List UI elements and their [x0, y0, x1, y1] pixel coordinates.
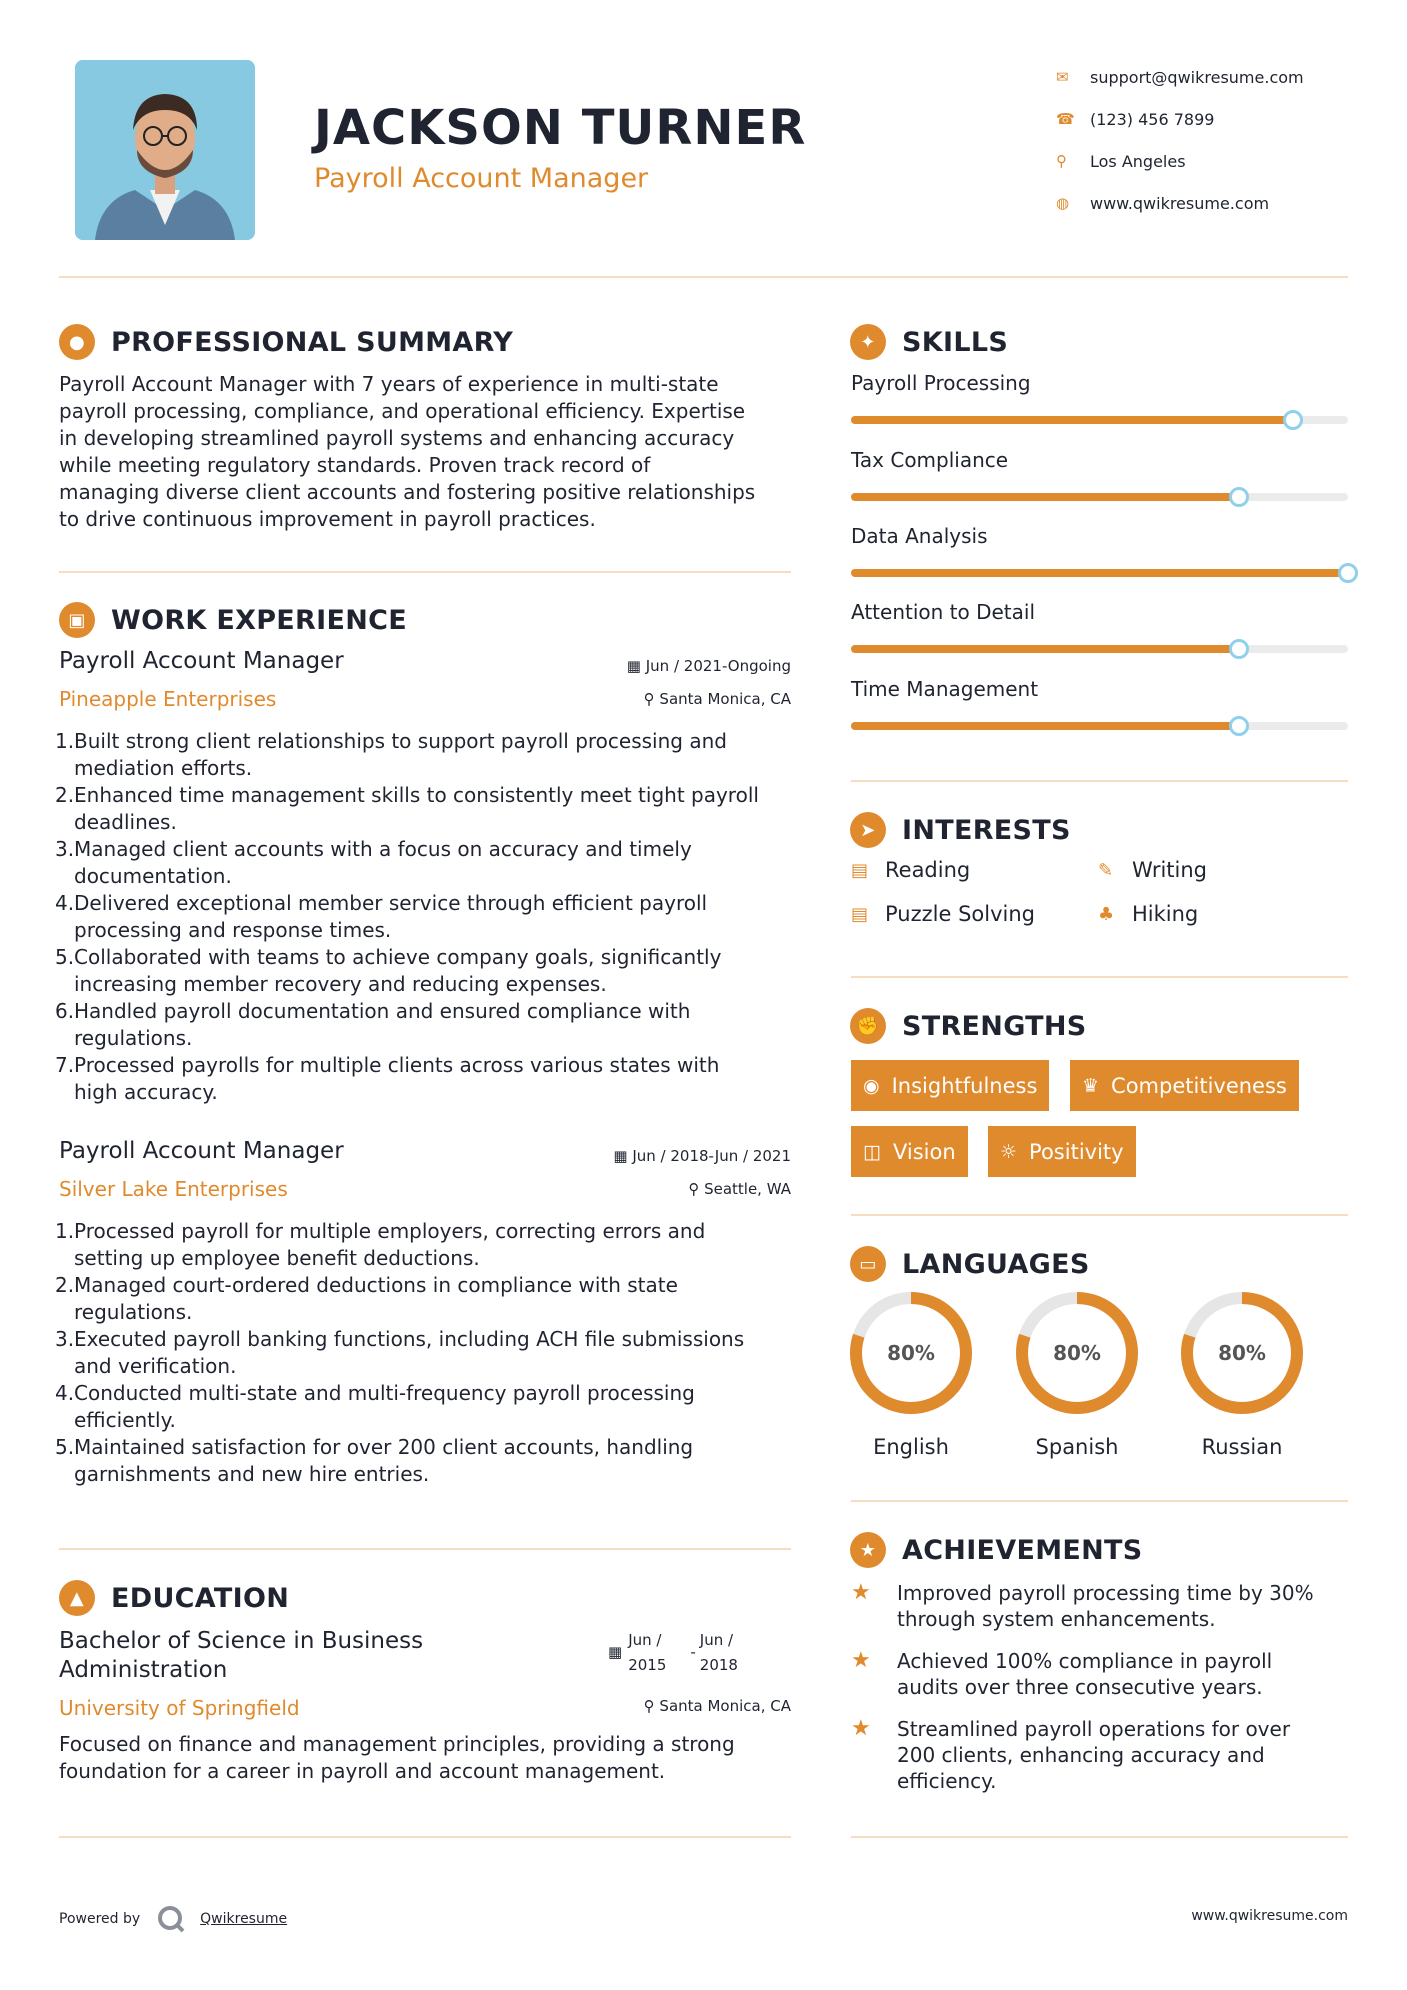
language-percent: 80% [1053, 1341, 1101, 1365]
work-divider [59, 1548, 791, 1550]
degree-title [59, 1627, 423, 1685]
strengths-heading-text: STRENGTHS [902, 1010, 1087, 1042]
powered-by-text: Powered by [59, 1911, 141, 1927]
sun-icon: ☼ [1000, 1140, 1018, 1163]
list-item [55, 1326, 800, 1380]
language-ring [1015, 1291, 1139, 1415]
job-title: Payroll Account Manager [59, 1138, 344, 1164]
contact-email[interactable] [1056, 56, 1386, 98]
strength-tag [851, 1126, 968, 1177]
skill-bar [851, 416, 1348, 424]
star-badge-icon: ★ [850, 1532, 886, 1568]
achievement-line: Streamlined payroll operations for over [897, 1717, 1291, 1741]
education-desc-line: Focused on finance and management principles, providing a strong [59, 1732, 735, 1756]
skill-name: Payroll Processing [851, 371, 1031, 395]
strengths-heading [850, 1008, 1087, 1044]
strength-label: Competitiveness [1111, 1073, 1287, 1098]
job-location [688, 1180, 791, 1198]
summary-line: to drive continuous improvement in payroll practices. [59, 507, 596, 531]
education-heading-text: EDUCATION [111, 1582, 290, 1614]
location-pin-icon: ⚲ [1056, 152, 1067, 170]
date-end: Jun / [699, 1631, 734, 1649]
job-dates [627, 657, 791, 675]
language-card-icon: ▭ [850, 1246, 886, 1282]
job-dates-text: Jun / 2018-Jun / 2021 [632, 1147, 791, 1165]
contact-phone[interactable] [1056, 98, 1386, 140]
contact-website-text: www.qwikresume.com [1090, 193, 1270, 213]
list-item [55, 1052, 800, 1106]
interest-item [1098, 858, 1207, 882]
binoculars-icon: ◫ [863, 1140, 881, 1163]
user-icon: ● [59, 324, 95, 360]
skill-name: Data Analysis [851, 524, 988, 548]
language-name: Russian [1201, 1435, 1283, 1459]
job-company: Silver Lake Enterprises [59, 1177, 288, 1201]
duty-line: processing and response times. [74, 918, 392, 942]
skill-bar-knob [1229, 639, 1249, 659]
strength-label: Vision [892, 1139, 956, 1164]
duty-line: Processed payrolls for multiple clients across various states with [74, 1053, 720, 1077]
achievement-line: Achieved 100% compliance in payroll [897, 1649, 1273, 1673]
envelope-icon: ✉ [1056, 68, 1069, 86]
skill-bar [851, 569, 1348, 577]
eye-icon: ◉ [863, 1074, 880, 1097]
date-end-year: 2018 [699, 1656, 738, 1674]
summary-text [59, 371, 799, 533]
contact-location [1056, 140, 1386, 182]
achievement-line: 200 clients, enhancing accuracy and [897, 1743, 1265, 1767]
paper-plane-icon: ➤ [850, 812, 886, 848]
contact-phone-text: (123) 456 7899 [1090, 109, 1215, 129]
strength-label: Positivity [1029, 1139, 1124, 1164]
achievement-item [851, 1716, 1351, 1794]
summary-line: payroll processing, compliance, and operational efficiency. Expertise [59, 399, 746, 423]
job-location-text: Seattle, WA [704, 1180, 791, 1198]
duty-line: Executed payroll banking functions, including ACH file submissions [74, 1327, 745, 1351]
list-item [55, 782, 800, 836]
calendar-icon: ▦ [626, 657, 646, 675]
achievement-line: through system enhancements. [897, 1607, 1216, 1631]
list-item [55, 1218, 800, 1272]
duty-line: increasing member recovery and reducing expenses. [74, 972, 607, 996]
date-separator: - [690, 1643, 696, 1661]
education-dates [608, 1628, 738, 1678]
language-ring [849, 1291, 973, 1415]
school-name: University of Springfield [59, 1696, 300, 1720]
achievement-item [851, 1580, 1351, 1632]
list-number: 2. [55, 1273, 75, 1297]
list-item [55, 1434, 800, 1488]
footer-website[interactable]: www.qwikresume.com [1191, 1908, 1348, 1924]
interests-heading-text: INTERESTS [902, 814, 1071, 846]
job-dates [613, 1147, 791, 1165]
star-icon: ★ [851, 1716, 871, 1741]
trophy-icon: ♛ [1082, 1074, 1100, 1097]
contact-email-text: support@qwikresume.com [1090, 67, 1304, 87]
duty-line: Delivered exceptional member service through efficient payroll [74, 891, 708, 915]
pencil-icon: ✎ [1098, 859, 1114, 881]
skill-name: Attention to Detail [851, 600, 1036, 624]
list-number: 5. [55, 945, 75, 969]
skill-bar-knob [1283, 410, 1303, 430]
list-number: 1. [55, 1219, 75, 1243]
duty-line: Managed court-ordered deductions in compliance with state [74, 1273, 678, 1297]
duty-line: Collaborated with teams to achieve company goals, significantly [74, 945, 722, 969]
list-number: 3. [55, 1327, 75, 1351]
list-item [55, 1380, 800, 1434]
contact-website[interactable] [1056, 182, 1386, 224]
interest-label: Reading [885, 858, 971, 882]
education-location-text: Santa Monica, CA [659, 1697, 791, 1715]
achievement-line: audits over three consecutive years. [897, 1675, 1263, 1699]
languages-heading-text: LANGUAGES [902, 1248, 1090, 1280]
language-percent: 80% [887, 1341, 935, 1365]
calendar-icon: ▦ [613, 1147, 633, 1165]
list-item [55, 1272, 800, 1326]
job-location-text: Santa Monica, CA [659, 690, 791, 708]
strength-label: Insightfulness [891, 1073, 1038, 1098]
summary-heading [59, 324, 513, 360]
duty-line: Maintained satisfaction for over 200 client accounts, handling [74, 1435, 694, 1459]
list-item [55, 836, 800, 890]
education-desc-line: foundation for a career in payroll and account management. [59, 1759, 666, 1783]
lightbulb-icon: ✦ [850, 324, 886, 360]
pushpin-icon: ⚲ [643, 690, 660, 708]
education-location [644, 1697, 791, 1715]
interests-divider [851, 976, 1348, 978]
tree-icon: ♣ [1098, 903, 1115, 925]
job-duties [55, 1218, 800, 1488]
list-number: 4. [55, 1381, 75, 1405]
list-item [55, 890, 800, 944]
pushpin-icon: ⚲ [688, 1180, 705, 1198]
language-item [1015, 1291, 1139, 1459]
skill-bar [851, 722, 1348, 730]
date-start-year: 2015 [628, 1656, 667, 1674]
duty-line: Processed payroll for multiple employers, correcting errors and [74, 1219, 706, 1243]
strength-tag [1070, 1060, 1299, 1111]
list-number: 4. [55, 891, 75, 915]
footer-powered-by [59, 1904, 287, 1934]
list-item [55, 728, 800, 782]
skill-bar-fill [851, 569, 1348, 577]
interest-label: Writing [1132, 858, 1207, 882]
language-item [849, 1291, 973, 1459]
list-number: 5. [55, 1435, 75, 1459]
duty-line: Conducted multi-state and multi-frequency payroll processing [74, 1381, 695, 1405]
duty-line: garnishments and new hire entries. [74, 1462, 430, 1486]
job-duties [55, 728, 800, 1106]
candidate-role: Payroll Account Manager [314, 163, 649, 194]
summary-line: in developing streamlined payroll systems and enhancing accuracy [59, 426, 735, 450]
list-number: 7. [55, 1053, 75, 1077]
achievements-heading [850, 1532, 1143, 1568]
education-description [59, 1731, 804, 1785]
duty-line: regulations. [74, 1300, 193, 1324]
qwikresume-logo-icon [156, 1904, 186, 1934]
job-title: Payroll Account Manager [59, 648, 344, 674]
summary-divider [59, 571, 791, 573]
phone-icon: ☎ [1056, 110, 1075, 128]
skill-bar-knob [1229, 487, 1249, 507]
interest-label: Puzzle Solving [885, 902, 1035, 926]
contact-location-text: Los Angeles [1090, 151, 1186, 171]
skills-heading-text: SKILLS [902, 326, 1009, 358]
achievements-divider [851, 1836, 1348, 1838]
interest-item [1098, 902, 1198, 926]
globe-icon: ◍ [1056, 194, 1070, 212]
strength-tag [851, 1060, 1049, 1111]
pushpin-icon: ⚲ [643, 1697, 660, 1715]
qwikresume-link[interactable]: Qwikresume [200, 1911, 288, 1927]
profile-photo [75, 60, 255, 240]
calendar-icon: ▦ [608, 1643, 623, 1661]
duty-line: documentation. [74, 864, 232, 888]
achievements-heading-text: ACHIEVEMENTS [902, 1534, 1143, 1566]
star-icon: ★ [851, 1648, 871, 1673]
language-name: English [873, 1435, 949, 1459]
duty-line: mediation efforts. [74, 756, 253, 780]
education-heading [59, 1580, 289, 1616]
skill-bar [851, 493, 1348, 501]
skill-bar [851, 645, 1348, 653]
job-location [644, 690, 791, 708]
list-item [55, 998, 800, 1052]
achievement-line: Improved payroll processing time by 30% [897, 1581, 1314, 1605]
language-item [1180, 1291, 1304, 1459]
skills-divider [851, 780, 1348, 782]
interests-heading [850, 812, 1071, 848]
duty-line: Managed client accounts with a focus on accuracy and timely [74, 837, 692, 861]
duty-line: setting up employee benefit deductions. [74, 1246, 480, 1270]
duty-line: Enhanced time management skills to consistently meet tight payroll [74, 783, 759, 807]
summary-heading-text: PROFESSIONAL SUMMARY [111, 326, 514, 358]
achievement-item [851, 1648, 1351, 1700]
skill-bar-fill [851, 645, 1239, 653]
star-icon: ★ [851, 1580, 871, 1605]
book-icon: ▤ [851, 903, 869, 925]
degree-line: Bachelor of Science in Business [59, 1628, 424, 1654]
education-divider [59, 1836, 791, 1838]
summary-line: while meeting regulatory standards. Proven track record of [59, 453, 651, 477]
achievement-line: efficiency. [897, 1769, 997, 1793]
degree-line: Administration [59, 1657, 228, 1683]
summary-line: managing diverse client accounts and fostering positive relationships [59, 480, 756, 504]
skill-bar-fill [851, 722, 1239, 730]
contact-list [1056, 56, 1386, 224]
duty-line: deadlines. [74, 810, 177, 834]
duty-line: regulations. [74, 1026, 193, 1050]
skill-bar-fill [851, 493, 1239, 501]
list-number: 2. [55, 783, 75, 807]
work-heading [59, 602, 407, 638]
date-start: Jun / [628, 1631, 662, 1649]
language-name: Spanish [1035, 1435, 1119, 1459]
language-ring [1180, 1291, 1304, 1415]
work-heading-text: WORK EXPERIENCE [111, 604, 407, 636]
skills-heading [850, 324, 1008, 360]
duty-line: and verification. [74, 1354, 237, 1378]
skill-name: Tax Compliance [851, 448, 1009, 472]
job-company: Pineapple Enterprises [59, 687, 277, 711]
interest-item [851, 902, 1035, 926]
duty-line: efficiently. [74, 1408, 176, 1432]
interest-item [851, 858, 970, 882]
duty-line: Built strong client relationships to support payroll processing and [74, 729, 727, 753]
list-number: 1. [55, 729, 75, 753]
language-percent: 80% [1218, 1341, 1266, 1365]
list-number: 3. [55, 837, 75, 861]
interest-label: Hiking [1132, 902, 1199, 926]
briefcase-icon: ▣ [59, 602, 95, 638]
languages-divider [851, 1500, 1348, 1502]
list-number: 6. [55, 999, 75, 1023]
summary-line: Payroll Account Manager with 7 years of experience in multi-state [59, 372, 719, 396]
book-icon: ▤ [851, 859, 869, 881]
duty-line: Handled payroll documentation and ensured compliance with [74, 999, 691, 1023]
strengths-divider [851, 1214, 1348, 1216]
header-divider [59, 276, 1348, 278]
skill-bar-knob [1229, 716, 1249, 736]
skill-name: Time Management [851, 677, 1039, 701]
skill-bar-fill [851, 416, 1293, 424]
candidate-name: JACKSON TURNER [314, 100, 807, 156]
strength-tag [988, 1126, 1136, 1177]
list-item [55, 944, 800, 998]
duty-line: high accuracy. [74, 1080, 218, 1104]
job-dates-text: Jun / 2021-Ongoing [645, 657, 791, 675]
skill-bar-knob [1338, 563, 1358, 583]
graduation-cap-icon: ▲ [59, 1580, 95, 1616]
fist-icon: ✊ [850, 1008, 886, 1044]
languages-heading [850, 1246, 1090, 1282]
